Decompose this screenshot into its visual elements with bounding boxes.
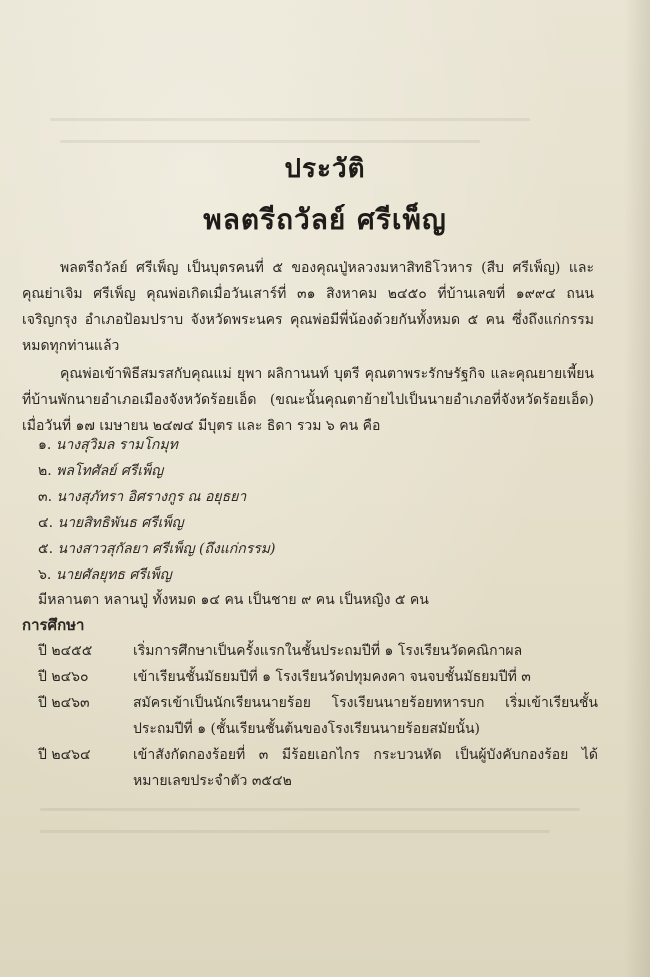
bleed-through-mark (40, 808, 580, 811)
biography-paragraph-marriage: คุณพ่อเข้าพิธีสมรสกับคุณแม่ ยุพา ผลิกานนท์ บุตรี คุณตาพระรักษรัฐกิจ และคุณยายเพี้ยน ที่บ้านพักนายอำเภอเมืองจังหวัดร้อยเอ็ด (ขณะนั้นคุณตาย้ายไปเป็นนายอำเภอที่จังหวัดร้อยเอ็ด) เมื่อวันที่ ๑๗ เมษายน ๒๔๗๔ มีบุตร และ ธิดา รวม ๖ คน คือ (22, 366, 594, 434)
child-name: นายศัลยุทธ ศรีเพ็ญ (55, 567, 172, 583)
list-item-number: ๒. (38, 463, 52, 479)
education-detail: เข้าเรียนชั้นมัธยมปีที่ ๑ โรงเรียนวัดปทุมคงคา จนจบชั้นมัธยมปีที่ ๓ (133, 669, 531, 685)
education-row (38, 638, 598, 664)
child-name: นางสุภัทรา อิศรางกูร ณ อยุธยา (56, 489, 247, 505)
child-name: นางสุวิมล รามโกมุท (55, 437, 178, 453)
education-row (38, 664, 598, 690)
child-name: พลโทศัลย์ ศรีเพ็ญ (56, 463, 164, 479)
children-list (38, 432, 275, 588)
bleed-through-mark (60, 140, 480, 143)
list-item (38, 458, 275, 484)
education-year: ปี ๒๔๖๔ (38, 747, 91, 763)
list-item (38, 562, 275, 588)
list-item (38, 484, 275, 510)
list-item-number: ๓. (38, 489, 53, 505)
child-name: นายสิทธิพันธ ศรีเพ็ญ (57, 515, 184, 531)
education-year: ปี ๒๔๖๓ (38, 695, 90, 711)
person-name-heading: พลตรีถวัลย์ ศรีเพ็ญ (203, 203, 447, 236)
education-row (38, 690, 598, 742)
education-row (38, 742, 598, 794)
list-item-number: ๕. (38, 541, 54, 557)
list-item-number: ๖. (38, 567, 52, 583)
education-detail: สมัครเข้าเป็นนักเรียนนายร้อย โรงเรียนนายร้อยทหารบก เริ่มเข้าเรียนชั้นประถมปีที่ ๑ (ชั้นเรียนชั้นต้นของโรงเรียนนายร้อยสมัยนั้น) (133, 695, 598, 737)
grandchildren-summary: มีหลานตา หลานปู่ ทั้งหมด ๑๔ คน เป็นชาย ๙ คน เป็นหญิง ๕ คน (38, 592, 429, 608)
child-name: นางสาวสุกัลยา ศรีเพ็ญ (ถึงแก่กรรม) (57, 541, 276, 557)
list-item-number: ๑. (38, 437, 52, 453)
page-title: ประวัติ (284, 154, 366, 184)
list-item (38, 536, 275, 562)
list-item (38, 432, 275, 458)
education-detail: เข้าสังกัดกองร้อยที่ ๓ มีร้อยเอกไกร กระบวนหัด เป็นผู้บังคับกองร้อย ได้หมายเลขประจำตัว ๓๕๔๒ (133, 747, 598, 789)
biography-paragraph-birth: พลตรีถวัลย์ ศรีเพ็ญ เป็นบุตรคนที่ ๕ ของคุณปู่หลวงมหาสิทธิโวหาร (สืบ ศรีเพ็ญ) และคุณย่าเจิม ศรีเพ็ญ คุณพ่อเกิดเมื่อวันเสาร์ที่ ๓๑ สิงหาคม ๒๔๕๐ ที่บ้านเลขที่ ๑๙๙๔ ถนนเจริญกรุง อำเภอป้อมปราบ จังหวัดพระนคร คุณพ่อมีพี่น้องด้วยกันทั้งหมด ๕ คน ซึ่งถึงแก่กรรมหมดทุกท่านแล้ว (22, 260, 594, 354)
bleed-through-mark (40, 830, 550, 833)
education-detail: เริ่มการศึกษาเป็นครั้งแรกในชั้นประถมปีที่ ๑ โรงเรียนวัดคณิกาผล (133, 643, 523, 659)
education-heading: การศึกษา (22, 616, 85, 634)
bleed-through-mark (50, 118, 530, 121)
page-edge-shadow (624, 0, 650, 977)
list-item (38, 510, 275, 536)
education-year: ปี ๒๔๖๐ (38, 669, 89, 685)
education-list (38, 638, 598, 794)
list-item-number: ๔. (38, 515, 54, 531)
education-year: ปี ๒๔๕๕ (38, 643, 93, 659)
